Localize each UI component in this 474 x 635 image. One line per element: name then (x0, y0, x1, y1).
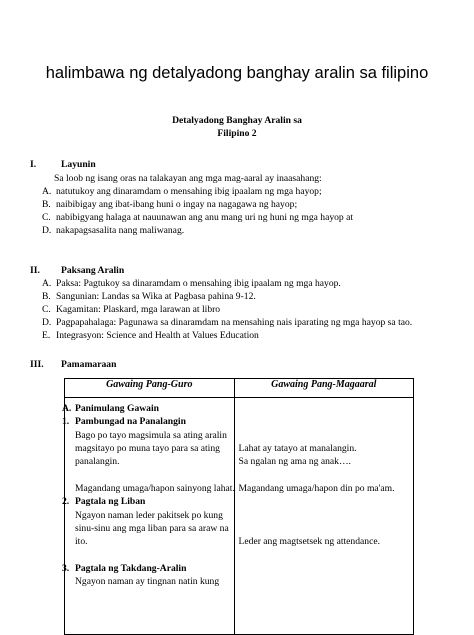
step-heading: Pagtala ng Takdang-Aralin (75, 563, 187, 574)
table-header-student: Gawaing Pang-Magaaral (234, 379, 413, 398)
step-label: A. (62, 403, 72, 414)
step-label: 2. (62, 496, 70, 507)
list-letter: D. (42, 317, 52, 328)
list-letter: C. (42, 304, 51, 315)
list-letter: D. (42, 225, 52, 236)
list-letter: B. (42, 291, 51, 302)
step-body-line: Ngayon naman ay tingnan natin kung (75, 576, 220, 587)
lesson-plan-title-line1: Detalyadong Banghay Aralin sa (172, 115, 302, 126)
step-body-line: magsitayo po muna tayo para sa ating (75, 443, 220, 454)
student-response: Leder ang magtsetsek ng attendance. (238, 536, 380, 547)
list-item: Pagpapahalaga: Pagunawa sa dinaramdam na mensahing nais iparating ng mga hayop sa tao. (56, 317, 413, 328)
table-header-teacher: Gawaing Pang-Guro (65, 379, 235, 398)
student-response: Sa ngalan ng ama ng anak…. (238, 456, 351, 467)
greeting-line: Magandang umaga/hapon sainyong lahat. (75, 483, 235, 494)
step-heading: Pagtala ng Liban (75, 496, 146, 507)
section-1-intro: Sa loob ng isang oras na talakayan ang mga mag-aaral ay inaasahang: (54, 173, 322, 184)
step-heading: Pambungad na Panalangin (75, 416, 186, 427)
list-item: Kagamitan: Plaskard, mga larawan at libro (56, 304, 221, 315)
section-1-number: I. (30, 159, 37, 170)
list-item: natutukoy ang dinaramdam o mensahing ibig ipaalam ng mga hayop; (56, 186, 322, 197)
teacher-activities-cell (62, 398, 235, 635)
lesson-plan-title-line2: Filipino 2 (217, 128, 257, 139)
student-response: Lahat ay tatayo at manalangin. (238, 443, 357, 454)
student-response: Magandang umaga/hapon din po ma'am. (238, 483, 395, 494)
list-letter: C. (42, 212, 51, 223)
list-letter: A. (42, 278, 52, 289)
student-activities-cell (234, 398, 413, 635)
step-label: 3. (62, 563, 70, 574)
list-letter: B. (42, 199, 51, 210)
table-header-row (65, 379, 414, 398)
step-body-line: Bago po tayo magsimula sa ating aralin (75, 430, 227, 441)
section-3-heading: Pamamaraan (61, 359, 117, 370)
step-label: 1. (62, 416, 70, 427)
list-letter: A. (42, 186, 52, 197)
list-letter: E. (42, 330, 51, 341)
page-title: halimbawa ng detalyadong banghay aralin sa filipino (45, 64, 429, 82)
step-body-line: ito. (75, 536, 88, 547)
step-heading: Panimulang Gawain (75, 403, 159, 414)
step-body-line: sinu-sinu ang mga liban para sa araw na (75, 523, 229, 534)
list-item: Integrasyon: Science and Health at Values Education (56, 330, 259, 341)
step-body-line: panalangin. (75, 456, 120, 467)
list-item: Paksa: Pagtukoy sa dinaramdam o mensahing ibig ipaalam ng mga hayop. (56, 278, 341, 289)
table-row (65, 398, 414, 635)
list-item: nakapagsasalita nang maliwanag. (56, 225, 185, 236)
section-2-heading: Paksang Aralin (61, 265, 125, 276)
list-item: nabibigyang halaga at nauunawan ang anu mang uri ng huni ng mga hayop at (56, 212, 354, 223)
section-3-number: III. (30, 359, 44, 370)
section-2-number: II. (30, 265, 40, 276)
procedure-table (64, 378, 414, 635)
list-item: naibibigay ang ibat-ibang huni o ingay na nagagawa ng hayop; (56, 199, 298, 210)
section-1-heading: Layunin (61, 159, 96, 170)
list-item: Sangunian: Landas sa Wika at Pagbasa pahina 9-12. (56, 291, 256, 302)
step-body-line: Ngayon naman leder pakitsek po kung (75, 510, 223, 521)
